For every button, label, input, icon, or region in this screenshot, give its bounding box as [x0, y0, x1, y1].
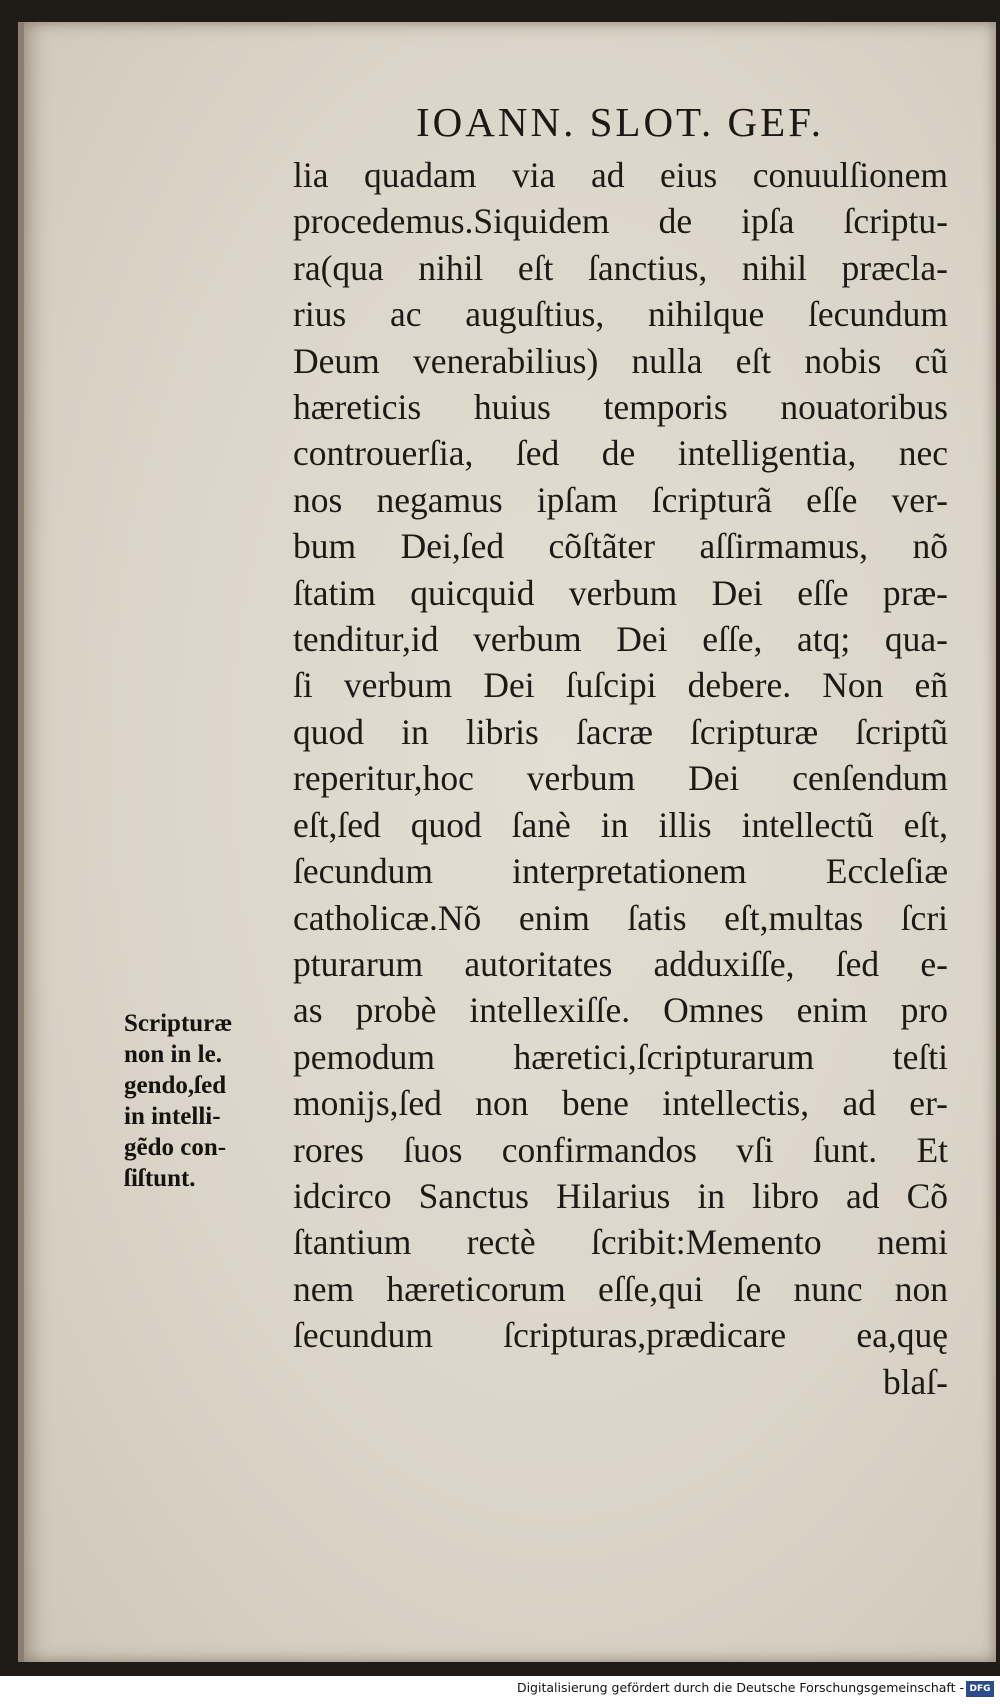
catchword: blaſ- — [882, 1361, 948, 1402]
text-line: ſecundum ſcripturas,prædicare ea,quę — [293, 1315, 948, 1356]
text-line: quod in libris ſacræ ſcripturæ ſcriptũ — [293, 711, 948, 752]
marginal-note-line: ſiſtunt. — [124, 1165, 196, 1192]
marginal-note-line: in intelli- — [124, 1103, 221, 1130]
text-line: ſtantium rectè ſcribit:Memento nemi — [293, 1222, 948, 1263]
marginal-note-line: non in le. — [124, 1041, 222, 1068]
text-line: hæreticis huius temporis nouatoribus — [293, 387, 948, 428]
text-line: catholicæ.Nõ enim ſatis eſt,multas ſcri — [293, 897, 948, 938]
text-line: tenditur,id verbum Dei eſſe, atq; qua- — [293, 619, 948, 660]
running-head: IOANN. SLOT. GEF. — [416, 99, 824, 145]
text-line: reperitur,hoc verbum Dei cenſendum — [293, 758, 948, 799]
marginal-note — [124, 1008, 294, 1194]
text-line: Deum venerabilius) nulla eſt nobis cũ — [293, 340, 948, 381]
text-line: monijs,ſed non bene intellectis, ad er- — [293, 1083, 948, 1124]
text-line: ſi verbum Dei ſuſcipi debere. Non eñ — [293, 665, 948, 706]
text-line: rius ac auguſtius, nihilque ſecundum — [293, 294, 948, 335]
text-line: controuerſia, ſed de intelligentia, nec — [293, 433, 948, 474]
funding-credit: Digitalisierung gefördert durch die Deutsche Forschungsgemeinschaft - — [516, 1680, 964, 1695]
text-line: ſtatim quicquid verbum Dei eſſe præ- — [293, 572, 948, 613]
dfg-logo-icon: DFG — [966, 1681, 994, 1697]
text-line: rores ſuos confirmandos vſi ſunt. Et — [293, 1129, 948, 1170]
text-line: lia quadam via ad eius conuulſionem — [293, 155, 948, 195]
text-line: nem hæreticorum eſſe,qui ſe nunc non — [293, 1268, 948, 1309]
text-line: ra(qua nihil eſt ſanctius, nihil præcla- — [293, 247, 948, 288]
text-line: idcirco Sanctus Hilarius in libro ad Cõ — [293, 1175, 948, 1216]
text-line: pemodum hæretici,ſcripturarum teſti — [293, 1036, 948, 1077]
text-line: bum Dei,ſed cõſtãter aſſirmamus, nõ — [293, 526, 948, 567]
marginal-note-line: gẽdo con- — [124, 1134, 227, 1161]
text-line: pturarum autoritates adduxiſſe, ſed e- — [293, 943, 948, 984]
text-line: nos negamus ipſam ſcripturã eſſe ver- — [293, 479, 948, 520]
text-line: eſt,ſed quod ſanè in illis intellectũ eſt, — [293, 804, 948, 845]
marginal-note-line: Scripturæ — [124, 1010, 233, 1037]
text-line: procedemus.Siquidem de ipſa ſcriptu- — [293, 201, 948, 242]
body-text — [293, 152, 948, 1405]
text-line: as probè intellexiſſe. Omnes enim pro — [293, 990, 948, 1031]
marginal-note-line: gendo,ſed — [124, 1072, 227, 1099]
text-line: ſecundum interpretationem Eccleſiæ — [293, 851, 948, 892]
footer-bar — [0, 1676, 1000, 1704]
